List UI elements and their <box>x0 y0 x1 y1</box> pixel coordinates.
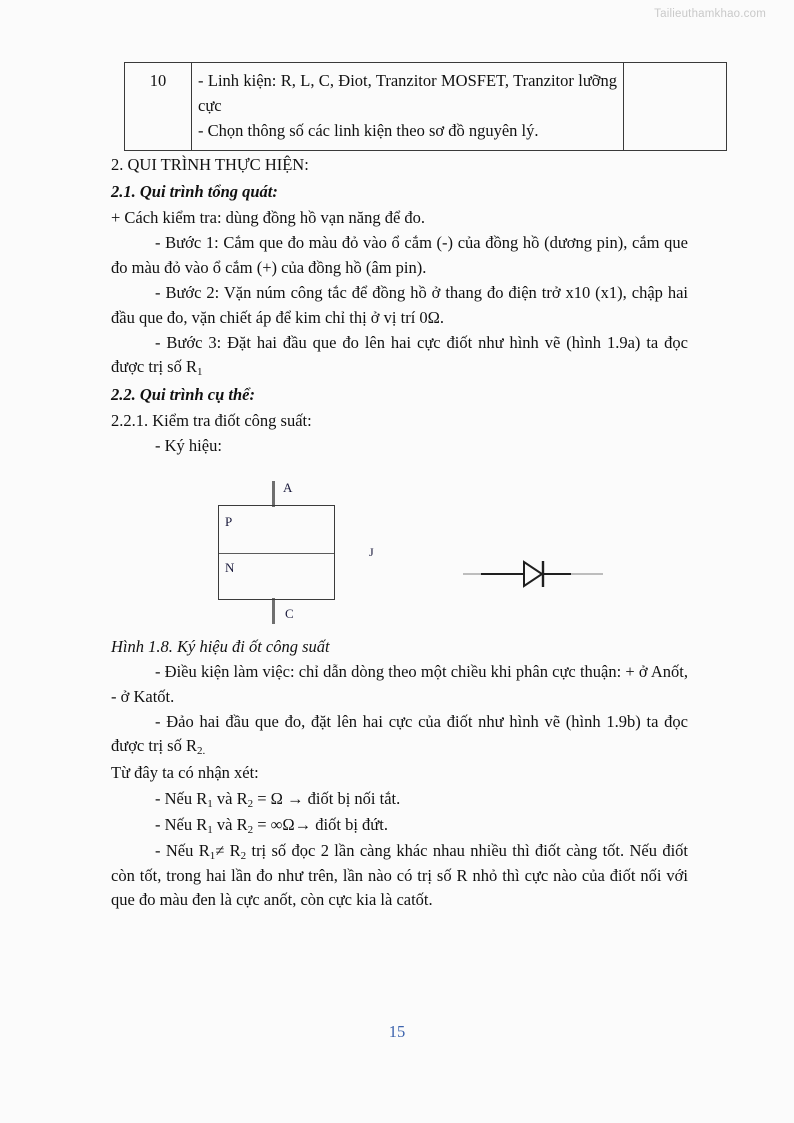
section-title: 2. QUI TRÌNH THỰC HIỆN: <box>111 155 309 175</box>
bullet-3-post: trị số đọc 2 lần càng khác nhau nhiều thì điốt càng tốt. Nếu điốt còn tốt, trong hai lần đo như trên, lần nào có trị số R nhỏ thì cực nào của điốt nối với que đo màu đen là cực anốt, còn cực kia là catốt. <box>111 840 688 910</box>
bullet-1-post: = Ω → điốt bị nối tắt. <box>253 788 401 808</box>
document-content <box>111 62 688 913</box>
junction-label: J <box>369 544 374 559</box>
table-row <box>125 63 727 151</box>
bullet-1-mid: và R <box>212 788 248 808</box>
heading-2-2: 2.2. Qui trình cụ thể: <box>111 384 255 404</box>
paragraph-step-3 <box>111 331 688 380</box>
heading-2-1: 2.1. Qui trình tổng quát: <box>111 181 278 201</box>
table-cell-number: 10 <box>125 63 192 151</box>
bullet-3-mid: ≠ R <box>215 840 241 860</box>
bullet-3-sub-2: 2 <box>240 849 247 862</box>
cathode-label: C <box>285 605 294 621</box>
bullet-1-sub-1: 1 <box>207 797 213 810</box>
bullet-2-sub-2: 2 <box>247 823 254 836</box>
table-cell-components <box>192 63 624 151</box>
table-cell-item-1: - Linh kiện: R, L, C, Điot, Tranzitor MOSFET, Tranzitor lưỡng cực <box>198 71 617 116</box>
paragraph-step-2: - Bước 2: Vặn núm công tắc để đồng hồ ở thang đo điện trở x10 (x1), chập hai đầu que đo, vặn chiết áp để kim chỉ thị ở vị trí 0Ω. <box>111 283 688 327</box>
paragraph-2-2-1: 2.2.1. Kiểm tra điốt công suất: <box>111 410 312 430</box>
table-cell-item-2: - Chọn thông số các linh kiện theo sơ đồ nguyên lý. <box>198 121 539 141</box>
watermark-text: Tailieuthamkhao.com <box>654 8 766 20</box>
bullet-3-sub-1: 1 <box>209 849 216 862</box>
bullet-2-pre: - Nếu R <box>155 814 208 834</box>
bullet-1-pre: - Nếu R <box>155 788 208 808</box>
step-3-text: - Bước 3: Đặt hai đầu que đo lên hai cực điốt như hình vẽ (hình 1.9a) ta đọc được trị số R <box>111 333 688 377</box>
paragraph-step-1: - Bước 1: Cắm que đo màu đỏ vào ổ cắm (-) của đồng hồ (dương pin), cắm que đo màu đỏ vào ổ cắm (+) của đồng hồ (âm pin). <box>111 233 688 277</box>
bullet-good-diode <box>111 839 688 913</box>
diode-schematic-icon <box>463 559 603 589</box>
figure-caption: Hình 1.8. Ký hiệu đi ốt công suất <box>111 636 330 656</box>
anode-label: A <box>283 479 293 495</box>
step-3-subscript: 1 <box>196 366 203 379</box>
bullet-1-sub-2: 2 <box>247 797 254 810</box>
paragraph-check-method: + Cách kiểm tra: dùng đồng hồ vạn năng để đo. <box>111 208 426 228</box>
figure-diode-symbol <box>111 473 688 633</box>
page-number: 15 <box>388 1022 406 1041</box>
bullet-2-post: = ∞Ω→ điốt bị đứt. <box>253 814 388 834</box>
paragraph-remark-intro: Từ đây ta có nhận xét: <box>111 763 259 783</box>
paragraph-symbol-label: - Ký hiệu: <box>155 436 222 456</box>
n-region-label: N <box>225 559 235 575</box>
bullet-3-pre: - Nếu R <box>155 840 210 860</box>
p-region-label: P <box>225 513 233 529</box>
paragraph-working-condition: - Điều kiện làm việc: chỉ dẫn dòng theo một chiều khi phân cực thuận: + ở Anốt, - ở Katốt. <box>111 662 688 706</box>
specification-table <box>124 62 727 151</box>
anode-lead-line <box>272 481 275 507</box>
reverse-measure-subscript: 2. <box>196 745 206 758</box>
table-cell-empty <box>624 63 727 151</box>
bullet-2-sub-1: 1 <box>207 823 213 836</box>
bullet-open-circuit <box>111 813 688 838</box>
bullet-short-circuit <box>111 787 688 812</box>
bullet-2-mid: và R <box>212 814 248 834</box>
reverse-measure-text: - Đảo hai đầu que đo, đặt lên hai cực của điốt như hình vẽ (hình 1.9b) ta đọc được trị số R <box>111 711 688 756</box>
pn-junction-box <box>218 505 335 600</box>
paragraph-reverse-measure <box>111 710 688 759</box>
pn-junction-divider <box>219 553 334 554</box>
cathode-lead-line <box>272 598 275 624</box>
